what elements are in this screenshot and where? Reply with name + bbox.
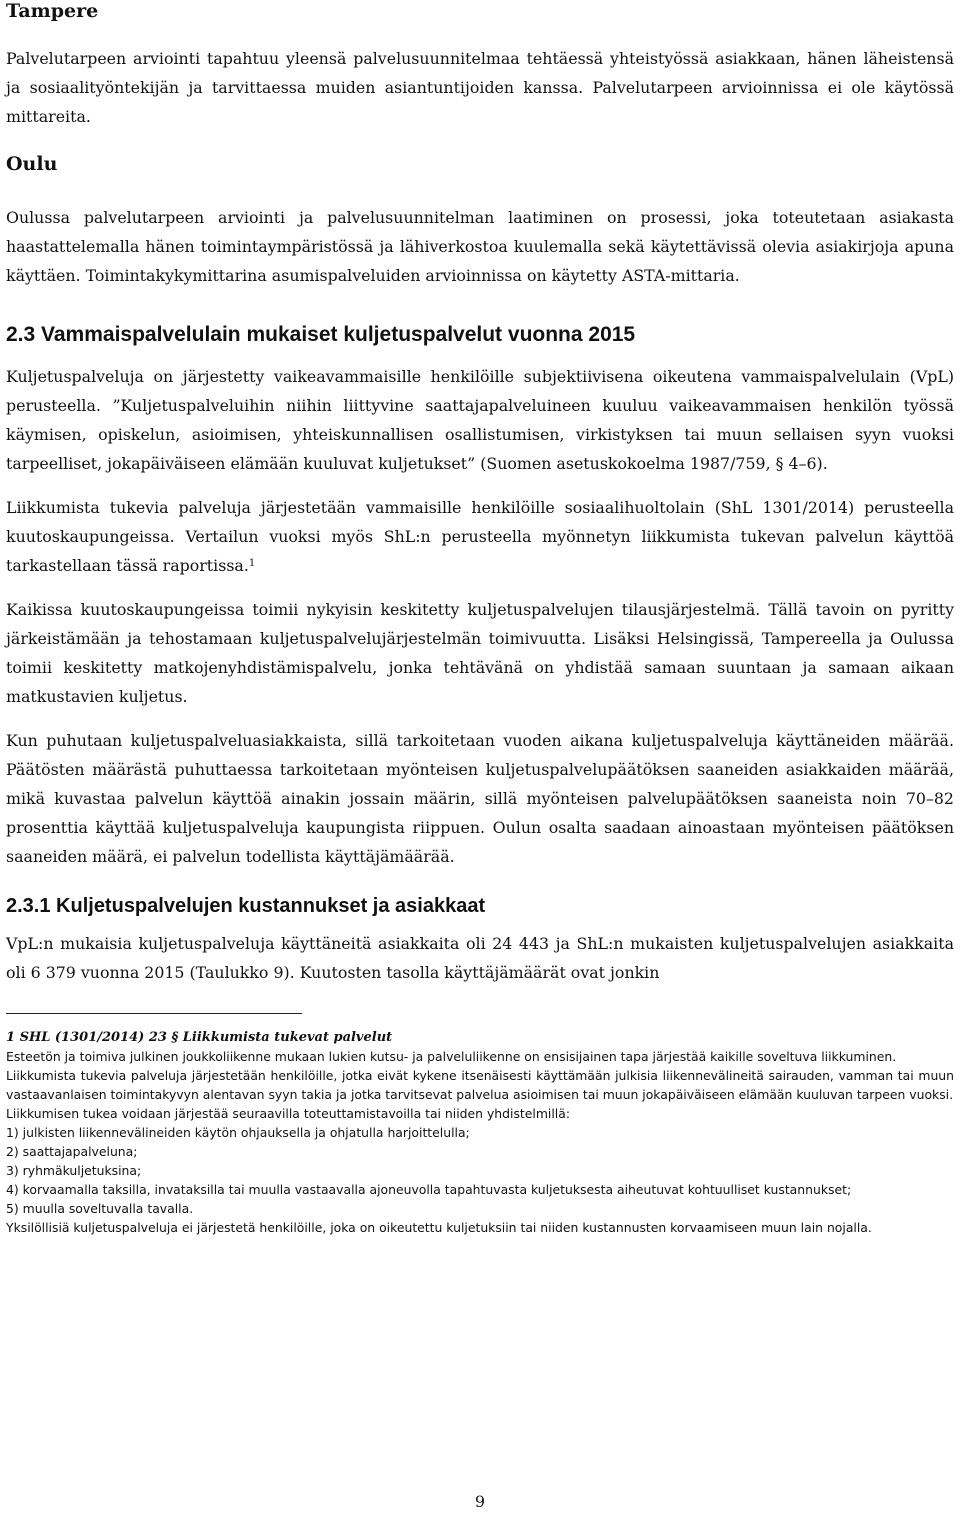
footnote-line: Liikkumisen tukea voidaan järjestää seuraavilla toteuttamistavoilla tai niiden yhdistelmillä: (6, 1106, 570, 1121)
footnote-reference[interactable]: 1 (248, 558, 256, 569)
footnote-line: 3) ryhmäkuljetuksina; (6, 1163, 142, 1178)
footnote-line: 2) saattajapalveluna; (6, 1144, 138, 1159)
section-paragraph-3: Kaikissa kuutoskaupungeissa toimii nykyisin keskitetty kuljetuspalvelujen tilausjärjestelmä. Tällä tavoin on pyritty järkeistämään ja tehostamaan kuljetuspalvelujärjestelmän toimivuutta. Lisäksi Helsingissä, Tampereella ja Oulussa toimii keskitetty matkojenyhdistämispalvelu, jonka tehtävänä on yhdistää samaan suuntaan ja samaan aikaan matkustavien kuljetus. (6, 600, 954, 706)
page-number: 9 (474, 1492, 486, 1511)
section-paragraph-2 (6, 493, 954, 580)
document-page (6, 0, 954, 1237)
footnote-line: 1) julkisten liikennevälineiden käytön ohjauksella ja ohjatulla harjoittelulla; (6, 1125, 470, 1140)
footnote-divider (6, 1013, 302, 1014)
subsection-heading: 2.3.1 Kuljetuspalvelujen kustannukset ja asiakkaat (6, 895, 486, 917)
tampere-heading: Tampere (6, 0, 99, 22)
footnote-line: Yksilöllisiä kuljetuspalveluja ei järjestetä henkilöille, joka on oikeutettu kuljetuksiin tai niiden kustannusten korvaamiseen muun lain nojalla. (6, 1220, 872, 1235)
footnote-line: Liikkumista tukevia palveluja järjestetään henkilöille, jotka eivät kykene itsenäisesti käyttämään julkisia liikennevälineitä sairauden, vamman tai muun vastaavanlaisen toimintakyvyn alentavan syyn takia ja jotka tarvitsevat palvelua asioimisen tai muun jokapäiväiseen elämään kuuluvan tarpeen vuoksi. (6, 1068, 954, 1102)
footnote-line: Esteetön ja toimiva julkinen joukkoliikenne mukaan lukien kutsu- ja palveluliikenne on ensisijainen tapa järjestää kaikille soveltuva liikkuminen. (6, 1049, 897, 1064)
tampere-paragraph: Palvelutarpeen arviointi tapahtuu yleensä palvelusuunnitelmaa tehtäessä yhteistyössä asiakkaan, hänen läheistensä ja sosiaalityöntekijän ja tarvittaessa muiden asiantuntijoiden kanssa. Palvelutarpeen arvioinnissa ei ole käytössä mittareita. (6, 49, 954, 126)
section-paragraph-2-text: Liikkumista tukevia palveluja järjestetään vammaisille henkilöille sosiaalihuoltolain (ShL 1301/2014) perusteella kuutoskaupungeissa. Vertailun vuoksi myös ShL:n perusteella myönnetyn liikkumista tukevan palvelun käyttöä tarkastellaan tässä raportissa. (6, 498, 954, 575)
footnote-title: 1 SHL (1301/2014) 23 § Liikkumista tukevat palvelut (6, 1030, 393, 1045)
section-heading: 2.3 Vammaispalvelulain mukaiset kuljetuspalvelut vuonna 2015 (6, 323, 636, 346)
section-paragraph-1: Kuljetuspalveluja on järjestetty vaikeavammaisille henkilöille subjektiivisena oikeutena vammaispalvelulain (VpL) perusteella. ”Kuljetuspalveluihin niihin liittyvine saattajapalveluineen kuuluu vaikeavammaisen henkilön työssä käymisen, opiskelun, asioimisen, yhteiskunnallisen osallistumisen, virkistyksen tai muun sellaisen syyn vuoksi tarpeelliset, jokapäiväiseen elämään kuuluvat kuljetukset” (Suomen asetuskokoelma 1987/759, § 4–6). (6, 367, 954, 473)
footnote-block (6, 1028, 954, 1237)
footnote-line: 5) muulla soveltuvalla tavalla. (6, 1201, 194, 1216)
oulu-paragraph: Oulussa palvelutarpeen arviointi ja palvelusuunnitelman laatiminen on prosessi, joka toteutetaan asiakasta haastattelemalla hänen toimintaympäristössä ja lähiverkostoa kuulemalla sekä käytettävissä olevia asiakirjoja apuna käyttäen. Toimintakykymittarina asumispalveluiden arvioinnissa on käytetty ASTA-mittaria. (6, 208, 954, 285)
subsection-paragraph-1: VpL:n mukaisia kuljetuspalveluja käyttäneitä asiakkaita oli 24 443 ja ShL:n mukaisten kuljetuspalvelujen asiakkaita oli 6 379 vuonna 2015 (Taulukko 9). Kuutosten tasolla käyttäjämäärät ovat jonkin (6, 934, 954, 982)
oulu-heading: Oulu (6, 153, 58, 175)
section-paragraph-4: Kun puhutaan kuljetuspalveluasiakkaista, sillä tarkoitetaan vuoden aikana kuljetuspalveluja käyttäneiden määrää. Päätösten määrästä puhuttaessa tarkoitetaan myönteisen kuljetuspalvelupäätöksen saaneiden asiakkaiden määrää, mikä kuvastaa palvelun käyttöä ainakin jossain määrin, sillä myönteisen palvelupäätöksen saaneista noin 70–82 prosenttia käyttää kuljetuspalveluja kaupungista riippuen. Oulun osalta saadaan ainoastaan myönteisen päätöksen saaneiden määrä, ei palvelun todellista käyttäjämäärää. (6, 731, 954, 866)
footnote-line: 4) korvaamalla taksilla, invataksilla tai muulla vastaavalla ajoneuvolla tapahtuvasta kuljetuksesta aiheutuvat kohtuulliset kustannukset; (6, 1182, 852, 1197)
